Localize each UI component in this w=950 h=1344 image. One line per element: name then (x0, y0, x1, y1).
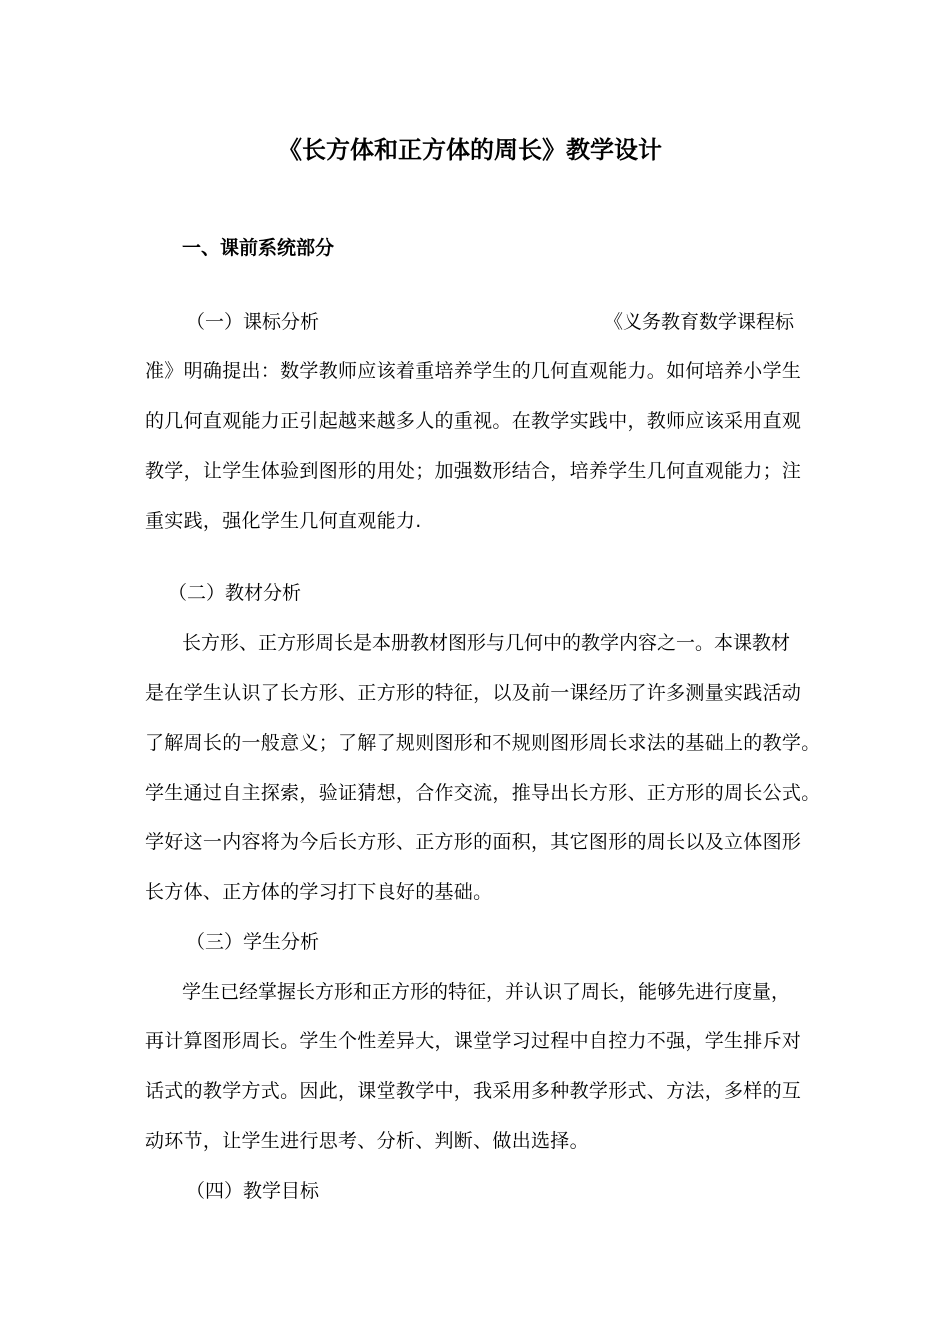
paragraph-line: 长方形、正方形周长是本册教材图形与几何中的教学内容之一。本课教材 (182, 632, 791, 654)
subsection-heading-students: （三）学生分析 (186, 931, 320, 953)
paragraph-line: 了解周长的一般意义；了解了规则图形和不规则图形周长求法的基础上的教学。 (145, 732, 821, 754)
subsection-heading-textbook: （二）教材分析 (168, 582, 302, 604)
paragraph-line: 动环节，让学生进行思考、分析、判断、做出选择。 (145, 1130, 589, 1152)
paragraph-line: 学生已经掌握长方形和正方形的特征，并认识了周长，能够先进行度量， (182, 981, 791, 1003)
paragraph-line: 教学，让学生体验到图形的用处；加强数形结合，培养学生几何直观能力；注 (145, 460, 802, 482)
subsection-heading-curriculum: （一）课标分析 (186, 311, 320, 333)
section-heading: 一、课前系统部分 (182, 237, 335, 259)
paragraph-line: 再计算图形周长。学生个性差异大，课堂学习过程中自控力不强，学生排斥对 (145, 1030, 802, 1052)
paragraph-line: 重实践，强化学生几何直观能力. (145, 510, 422, 532)
paragraph-line: 《义务教育数学课程标 (604, 311, 795, 333)
paragraph-line: 准》明确提出：数学教师应该着重培养学生的几何直观能力。如何培养小学生 (145, 360, 802, 382)
paragraph-line: 学好这一内容将为今后长方形、正方形的面积，其它图形的周长以及立体图形 (145, 831, 802, 853)
paragraph-line: 长方体、正方体的学习打下良好的基础。 (145, 881, 493, 903)
subsection-heading-objectives: （四）教学目标 (186, 1180, 320, 1202)
paragraph-line: 话式的教学方式。因此，课堂教学中，我采用多种教学形式、方法，多样的互 (145, 1080, 802, 1102)
paragraph-line: 学生通过自主探索，验证猜想，合作交流，推导出长方形、正方形的周长公式。 (145, 782, 821, 804)
document-title: 《长方体和正方体的周长》教学设计 (278, 136, 662, 164)
paragraph-line: 的几何直观能力正引起越来越多人的重视。在教学实践中，教师应该采用直观 (145, 410, 802, 432)
paragraph-line: 是在学生认识了长方形、正方形的特征，以及前一课经历了许多测量实践活动 (145, 682, 802, 704)
